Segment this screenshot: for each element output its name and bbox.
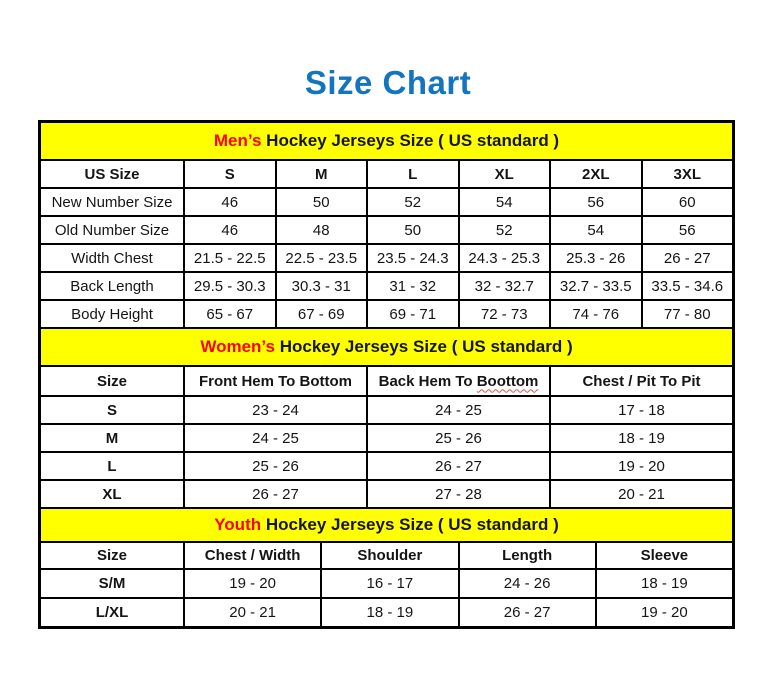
data-cell: 52: [368, 189, 458, 215]
data-cell: 74 - 76: [551, 301, 641, 327]
data-cell: 20 - 21: [185, 599, 320, 626]
data-cell: 24 - 25: [368, 397, 549, 423]
womens-size-grid: [41, 367, 732, 507]
data-cell: 69 - 71: [368, 301, 458, 327]
data-cell: 31 - 32: [368, 273, 458, 299]
row-label: S/M: [41, 570, 183, 597]
data-cell: 60: [643, 189, 733, 215]
data-cell: 21.5 - 22.5: [185, 245, 275, 271]
column-header: Length: [460, 543, 595, 568]
data-cell: 17 - 18: [551, 397, 732, 423]
data-cell: 72 - 73: [460, 301, 550, 327]
row-label: L: [41, 453, 183, 479]
data-cell: 56: [551, 189, 641, 215]
row-label: XL: [41, 481, 183, 507]
data-cell: 30.3 - 31: [277, 273, 367, 299]
data-cell: 19 - 20: [551, 453, 732, 479]
data-cell: 23 - 24: [185, 397, 366, 423]
column-header: Front Hem To Bottom: [185, 367, 366, 395]
data-cell: 54: [460, 189, 550, 215]
youth-size-grid: [41, 543, 732, 626]
mens-banner-text: Hockey Jerseys Size ( US standard ): [261, 131, 560, 150]
data-cell: 25 - 26: [185, 453, 366, 479]
data-cell: 18 - 19: [551, 425, 732, 451]
data-cell: 26 - 27: [460, 599, 595, 626]
row-label: Width Chest: [41, 245, 183, 271]
column-header: Sleeve: [597, 543, 732, 568]
column-header: Size: [41, 367, 183, 395]
size-chart-table: [38, 120, 735, 629]
data-cell: 32 - 32.7: [460, 273, 550, 299]
data-cell: 32.7 - 33.5: [551, 273, 641, 299]
womens-section-banner: [41, 329, 732, 365]
data-cell: 29.5 - 30.3: [185, 273, 275, 299]
row-label: L/XL: [41, 599, 183, 626]
data-cell: 48: [277, 217, 367, 243]
row-label: M: [41, 425, 183, 451]
womens-banner-highlight: Women’s: [200, 337, 275, 356]
data-cell: 46: [185, 217, 275, 243]
column-header: 2XL: [551, 161, 641, 187]
data-cell: 65 - 67: [185, 301, 275, 327]
mens-section-banner: [41, 123, 732, 159]
row-label: Back Length: [41, 273, 183, 299]
data-cell: 23.5 - 24.3: [368, 245, 458, 271]
data-cell: 25 - 26: [368, 425, 549, 451]
data-cell: 24 - 25: [185, 425, 366, 451]
data-cell: 26 - 27: [643, 245, 733, 271]
data-cell: 26 - 27: [368, 453, 549, 479]
data-cell: 50: [277, 189, 367, 215]
row-label: New Number Size: [41, 189, 183, 215]
column-header: S: [185, 161, 275, 187]
column-header: XL: [460, 161, 550, 187]
column-header: Size: [41, 543, 183, 568]
data-cell: 22.5 - 23.5: [277, 245, 367, 271]
row-label: Body Height: [41, 301, 183, 327]
data-cell: 56: [643, 217, 733, 243]
column-header: Chest / Width: [185, 543, 320, 568]
column-header: M: [277, 161, 367, 187]
data-cell: 20 - 21: [551, 481, 732, 507]
mens-size-grid: [41, 161, 732, 327]
column-header: Chest / Pit To Pit: [551, 367, 732, 395]
data-cell: 18 - 19: [322, 599, 457, 626]
row-label: Old Number Size: [41, 217, 183, 243]
data-cell: 16 - 17: [322, 570, 457, 597]
column-header: Shoulder: [322, 543, 457, 568]
column-header: 3XL: [643, 161, 733, 187]
mens-banner-highlight: Men’s: [213, 131, 262, 150]
youth-banner-highlight: Youth: [214, 515, 262, 534]
data-cell: 18 - 19: [597, 570, 732, 597]
column-header-text: Back Hem To: [378, 372, 477, 390]
data-cell: 77 - 80: [643, 301, 733, 327]
data-cell: 46: [185, 189, 275, 215]
data-cell: 67 - 69: [277, 301, 367, 327]
data-cell: 52: [460, 217, 550, 243]
data-cell: 19 - 20: [185, 570, 320, 597]
column-header: L: [368, 161, 458, 187]
data-cell: 24.3 - 25.3: [460, 245, 550, 271]
data-cell: 27 - 28: [368, 481, 549, 507]
womens-banner-text: Hockey Jerseys Size ( US standard ): [274, 337, 573, 356]
data-cell: 50: [368, 217, 458, 243]
data-cell: 54: [551, 217, 641, 243]
data-cell: 25.3 - 26: [551, 245, 641, 271]
row-label: S: [41, 397, 183, 423]
column-header: US Size: [41, 161, 183, 187]
page-title: Size Chart: [304, 64, 472, 101]
column-header: [368, 367, 549, 395]
data-cell: 19 - 20: [597, 599, 732, 626]
data-cell: 33.5 - 34.6: [643, 273, 733, 299]
youth-banner-text: Hockey Jerseys Size ( US standard ): [261, 515, 559, 534]
data-cell: 26 - 27: [185, 481, 366, 507]
youth-section-banner: [41, 509, 732, 541]
data-cell: 24 - 26: [460, 570, 595, 597]
misspelled-word: Boottom: [476, 372, 539, 390]
